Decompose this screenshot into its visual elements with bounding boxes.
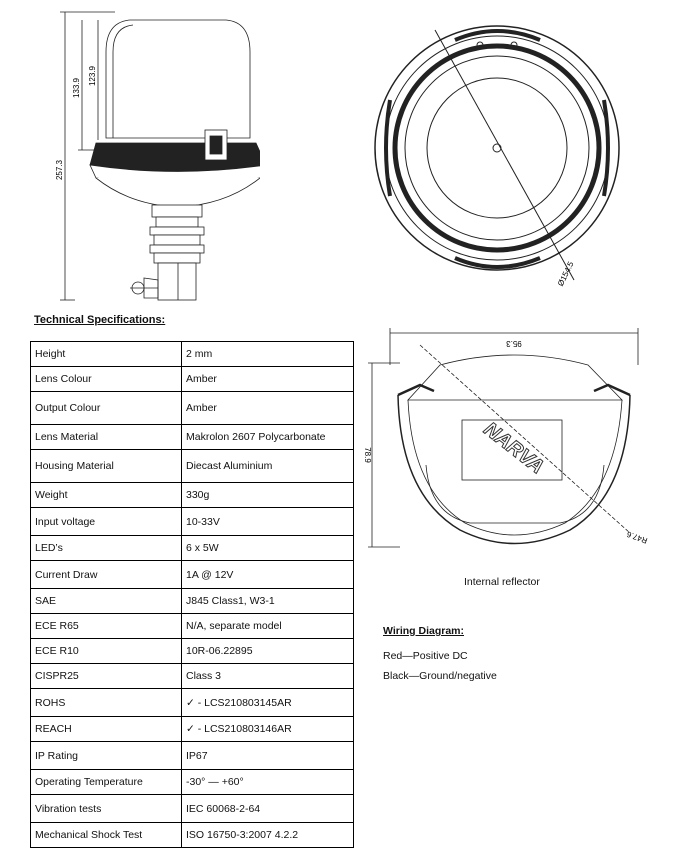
spec-value: 330g — [182, 483, 354, 508]
spec-row — [31, 483, 354, 508]
dim-dome-inner: 123.9 — [88, 65, 97, 87]
spec-row — [31, 795, 354, 823]
wiring-line-ground: Black—Ground/negative — [383, 670, 497, 682]
spec-row — [31, 589, 354, 614]
spec-row — [31, 425, 354, 450]
spec-row — [31, 717, 354, 742]
spec-value: Class 3 — [182, 664, 354, 689]
spec-value: Makrolon 2607 Polycarbonate — [182, 425, 354, 450]
dim-dome-outer: 133.9 — [72, 77, 81, 99]
spec-value: 2 mm — [182, 342, 354, 367]
reflector-brand-mark: NARVA — [479, 418, 548, 479]
spec-row — [31, 536, 354, 561]
spec-value: J845 Class1, W3-1 — [182, 589, 354, 614]
spec-value: IEC 60068-2-64 — [182, 795, 354, 823]
dim-diameter: Ø154.5 — [555, 260, 576, 288]
wiring-line-positive: Red—Positive DC — [383, 650, 468, 662]
spec-label: Lens Material — [31, 425, 182, 450]
spec-label: LED’s — [31, 536, 182, 561]
spec-value: N/A, separate model — [182, 614, 354, 639]
spec-value: ✓ - LCS210803146AR — [182, 717, 354, 742]
reflector-caption: Internal reflector — [464, 576, 540, 588]
spec-label: CISPR25 — [31, 664, 182, 689]
spec-row — [31, 342, 354, 367]
top-view-drawing — [360, 0, 620, 305]
reflector-drawing — [360, 325, 660, 570]
specs-table — [30, 341, 354, 848]
spec-label: Operating Temperature — [31, 770, 182, 795]
side-view-drawing — [0, 0, 260, 305]
dim-reflector-height: 78.9 — [363, 447, 372, 463]
spec-value: 10-33V — [182, 508, 354, 536]
spec-value: ✓ - LCS210803145AR — [182, 689, 354, 717]
spec-row — [31, 742, 354, 770]
spec-value: ISO 16750-3:2007 4.2.2 — [182, 823, 354, 848]
spec-value: 6 x 5W — [182, 536, 354, 561]
spec-value: 10R-06.22895 — [182, 639, 354, 664]
spec-row — [31, 508, 354, 536]
spec-label: SAE — [31, 589, 182, 614]
dim-reflector-radius: R47.6 — [625, 529, 649, 546]
spec-label: Weight — [31, 483, 182, 508]
spec-row — [31, 392, 354, 425]
dim-reflector-width: 95.3 — [506, 339, 522, 348]
spec-label: REACH — [31, 717, 182, 742]
spec-value: Amber — [182, 392, 354, 425]
spec-row — [31, 367, 354, 392]
spec-value: Diecast Aluminium — [182, 450, 354, 483]
spec-label: ROHS — [31, 689, 182, 717]
spec-label: Housing Material — [31, 450, 182, 483]
spec-label: IP Rating — [31, 742, 182, 770]
spec-row — [31, 664, 354, 689]
spec-row — [31, 614, 354, 639]
wiring-title: Wiring Diagram: — [383, 625, 464, 637]
dim-overall-height: 257.3 — [55, 159, 64, 181]
spec-label: Mechanical Shock Test — [31, 823, 182, 848]
specs-title: Technical Specifications: — [34, 314, 166, 326]
spec-row — [31, 823, 354, 848]
spec-label: ECE R65 — [31, 614, 182, 639]
spec-row — [31, 450, 354, 483]
spec-label: Height — [31, 342, 182, 367]
spec-label: Output Colour — [31, 392, 182, 425]
spec-label: ECE R10 — [31, 639, 182, 664]
spec-label: Lens Colour — [31, 367, 182, 392]
spec-value: 1A @ 12V — [182, 561, 354, 589]
spec-value: IP67 — [182, 742, 354, 770]
spec-label: Input voltage — [31, 508, 182, 536]
spec-value: Amber — [182, 367, 354, 392]
spec-row — [31, 689, 354, 717]
spec-label: Vibration tests — [31, 795, 182, 823]
spec-row — [31, 770, 354, 795]
spec-row — [31, 639, 354, 664]
spec-row — [31, 561, 354, 589]
spec-value: -30° — +60° — [182, 770, 354, 795]
spec-label: Current Draw — [31, 561, 182, 589]
